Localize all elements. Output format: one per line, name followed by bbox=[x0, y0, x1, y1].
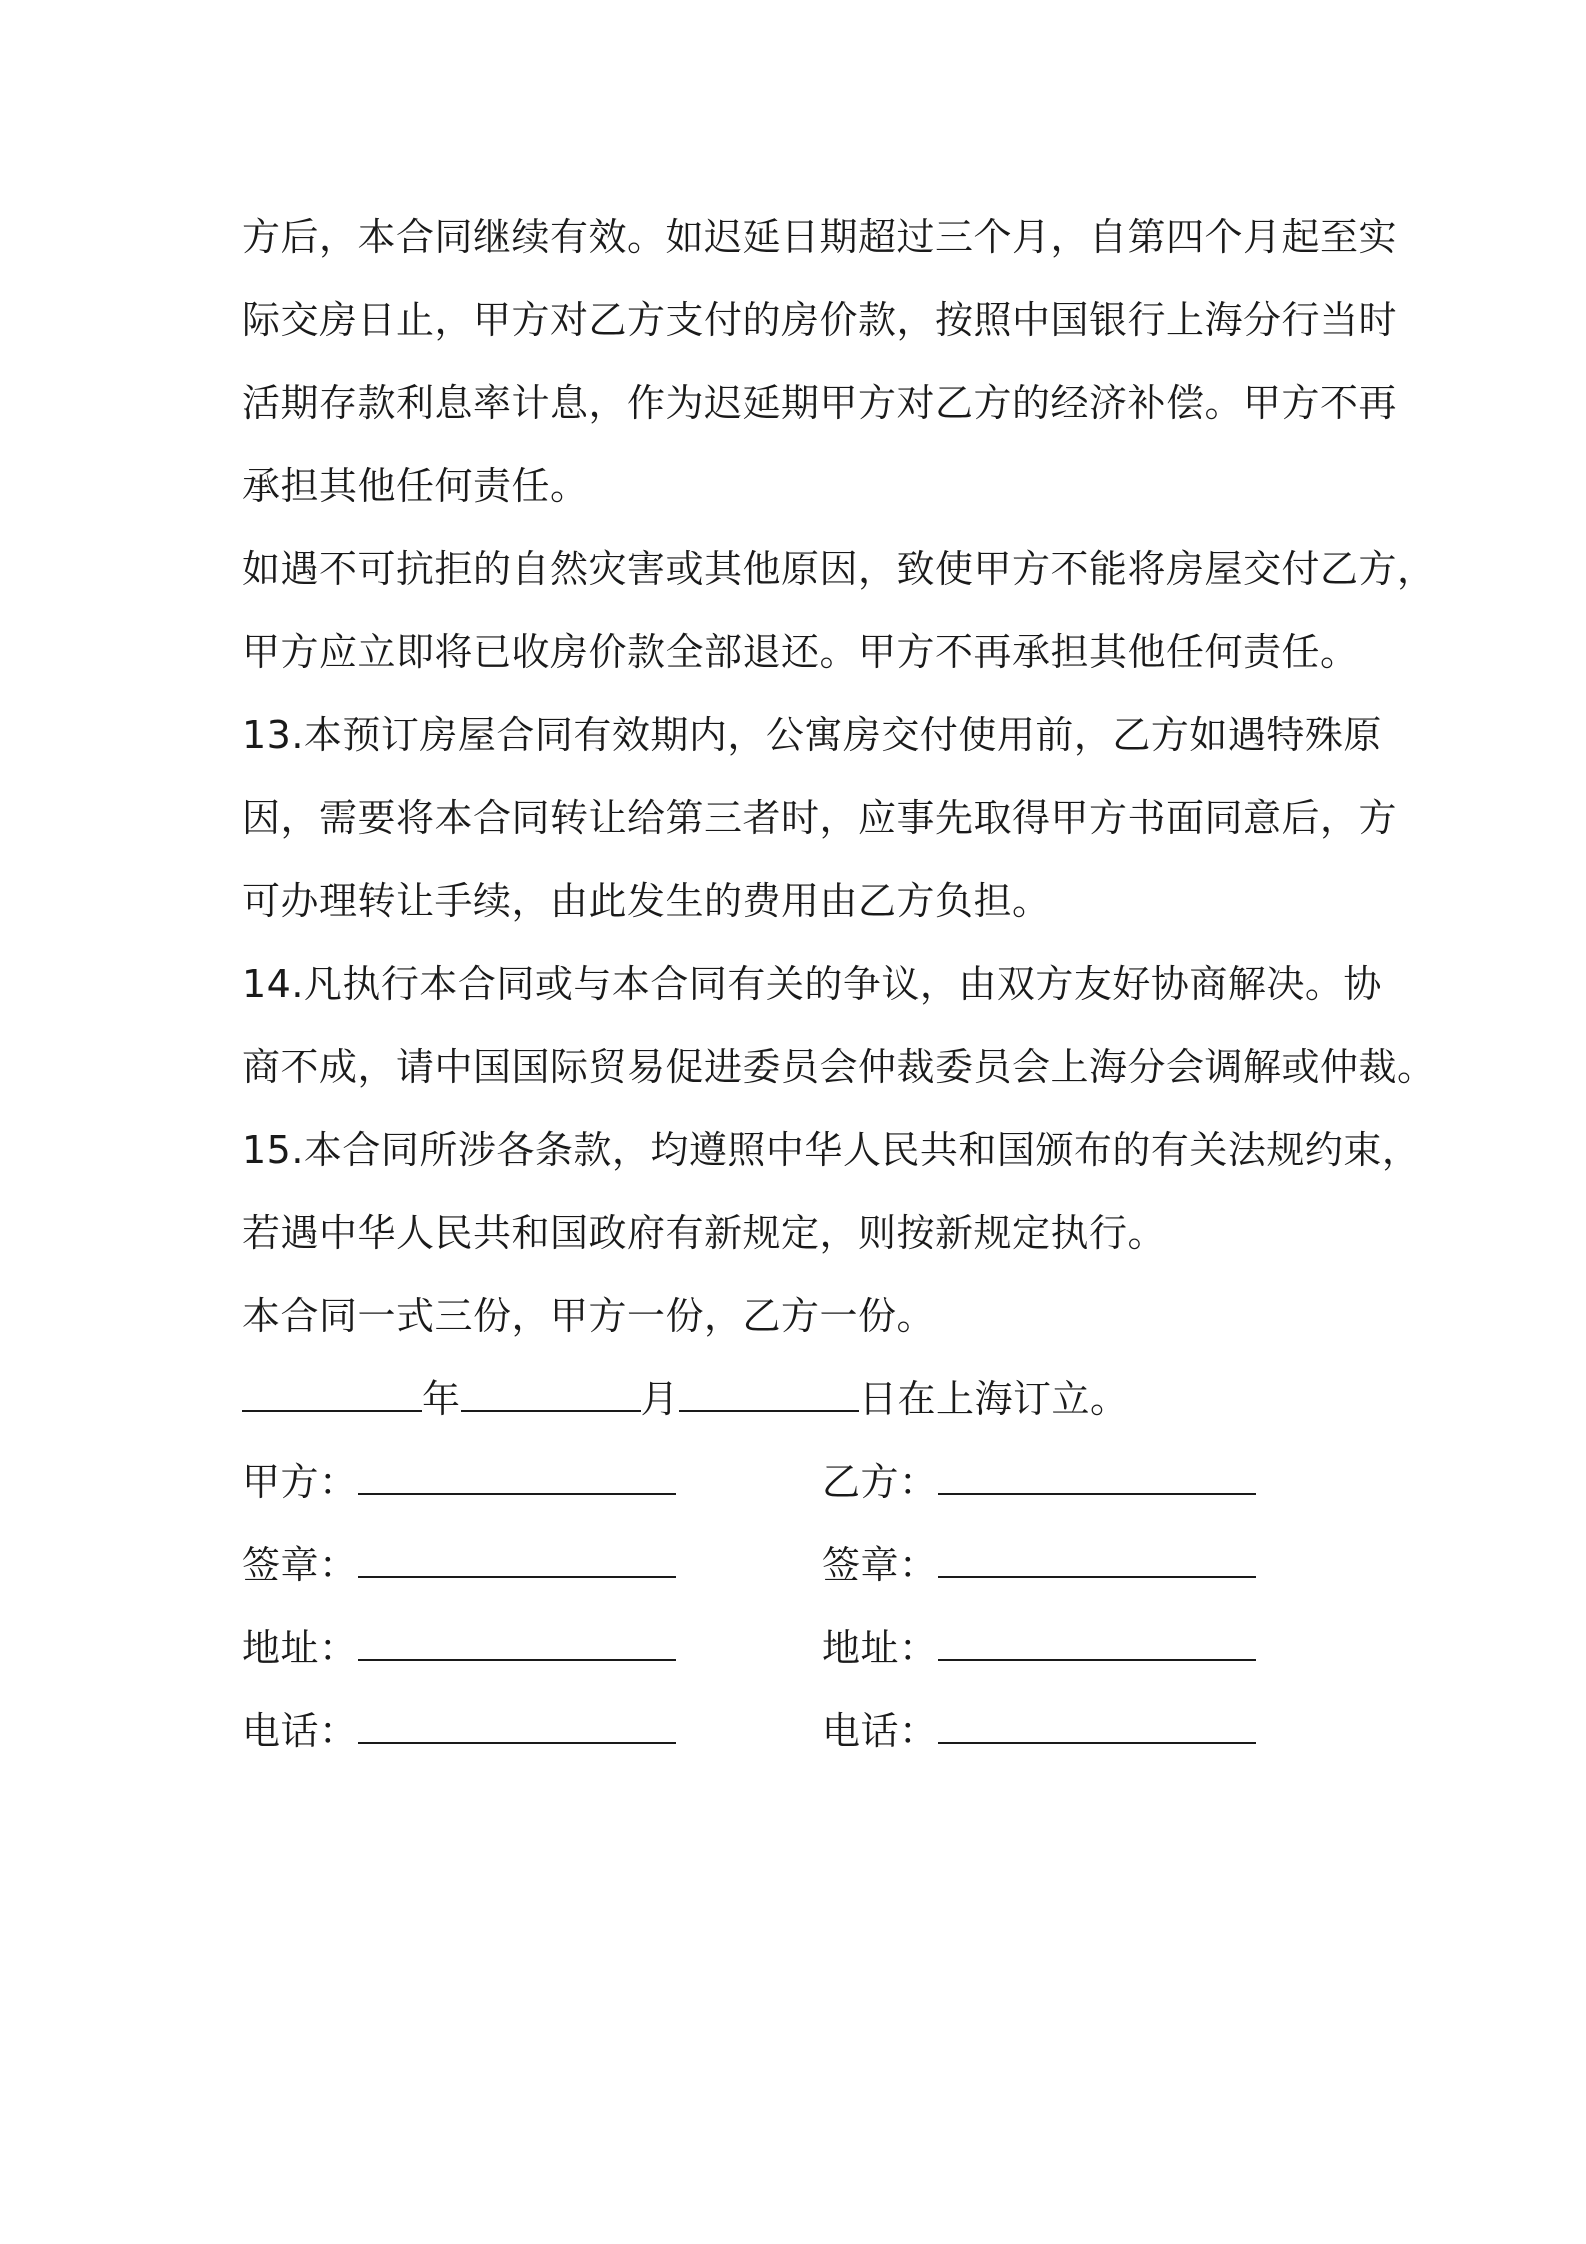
party-b-seal-label: 签章： bbox=[822, 1543, 938, 1587]
party-b-name-row bbox=[822, 1441, 1372, 1524]
party-b-phone-row bbox=[822, 1690, 1372, 1773]
paragraph-line: 际交房日止，甲方对乙方支付的房价款，按照中国银行上海分行当时 bbox=[242, 298, 1398, 342]
clause-13-line: 因，需要将本合同转让给第三者时，应事先取得甲方书面同意后，方 bbox=[242, 796, 1398, 840]
party-a-address-row bbox=[242, 1607, 822, 1690]
signature-block bbox=[242, 1441, 1372, 1773]
party-a-address-blank[interactable] bbox=[358, 1629, 676, 1661]
paragraph-line: 活期存款利息率计息，作为迟延期甲方对乙方的经济补偿。甲方不再 bbox=[242, 381, 1398, 425]
clause-14-line: 14.凡执行本合同或与本合同有关的争议，由双方友好协商解决。协 bbox=[242, 962, 1382, 1006]
paragraph-line: 如遇不可抗拒的自然灾害或其他原因，致使甲方不能将房屋交付乙方， bbox=[242, 547, 1436, 591]
party-b-address-blank[interactable] bbox=[938, 1629, 1256, 1661]
party-a-phone-blank[interactable] bbox=[358, 1712, 676, 1744]
month-blank[interactable] bbox=[461, 1380, 641, 1412]
clause-14-line: 商不成，请中国国际贸易促进委员会仲裁委员会上海分会调解或仲裁。 bbox=[242, 1045, 1436, 1089]
party-b-seal-blank[interactable] bbox=[938, 1546, 1256, 1578]
party-a-seal-row bbox=[242, 1524, 822, 1607]
party-b-name-label: 乙方： bbox=[822, 1460, 938, 1504]
paragraph-line: 承担其他任何责任。 bbox=[242, 464, 589, 508]
day-blank[interactable] bbox=[679, 1380, 859, 1412]
paragraph-line: 方后，本合同继续有效。如迟延日期超过三个月，自第四个月起至实 bbox=[242, 215, 1398, 259]
clause-15-line: 若遇中华人民共和国政府有新规定，则按新规定执行。 bbox=[242, 1211, 1167, 1255]
month-label: 月 bbox=[640, 1377, 680, 1421]
party-a-phone-label: 电话： bbox=[242, 1709, 358, 1753]
party-b-name-blank[interactable] bbox=[938, 1463, 1256, 1495]
party-b-address-label: 地址： bbox=[822, 1626, 938, 1670]
party-a-name-label: 甲方： bbox=[242, 1460, 358, 1504]
copies-statement: 本合同一式三份，甲方一份，乙方一份。 bbox=[242, 1294, 936, 1338]
party-b-address-row bbox=[822, 1607, 1372, 1690]
party-a-name-row bbox=[242, 1441, 822, 1524]
contract-body bbox=[242, 196, 1436, 1773]
clause-15-line: 15.本合同所涉各条款，均遵照中华人民共和国颁布的有关法规约束， bbox=[242, 1128, 1421, 1172]
clause-13-line: 可办理转让手续，由此发生的费用由乙方负担。 bbox=[242, 879, 1051, 923]
day-place-label: 日在上海订立。 bbox=[859, 1377, 1129, 1421]
party-a-seal-blank[interactable] bbox=[358, 1546, 676, 1578]
party-b-phone-blank[interactable] bbox=[938, 1712, 1256, 1744]
party-b-phone-label: 电话： bbox=[822, 1709, 938, 1753]
party-b-seal-row bbox=[822, 1524, 1372, 1607]
signing-date-line bbox=[242, 1358, 1372, 1441]
clause-13-line: 13.本预订房屋合同有效期内，公寓房交付使用前，乙方如遇特殊原 bbox=[242, 713, 1382, 757]
party-a-phone-row bbox=[242, 1690, 822, 1773]
year-label: 年 bbox=[422, 1377, 461, 1421]
year-blank[interactable] bbox=[242, 1380, 422, 1412]
paragraph-line: 甲方应立即将已收房价款全部退还。甲方不再承担其他任何责任。 bbox=[242, 630, 1359, 674]
party-a-seal-label: 签章： bbox=[242, 1543, 358, 1587]
party-a-name-blank[interactable] bbox=[358, 1463, 676, 1495]
party-a-address-label: 地址： bbox=[242, 1626, 358, 1670]
